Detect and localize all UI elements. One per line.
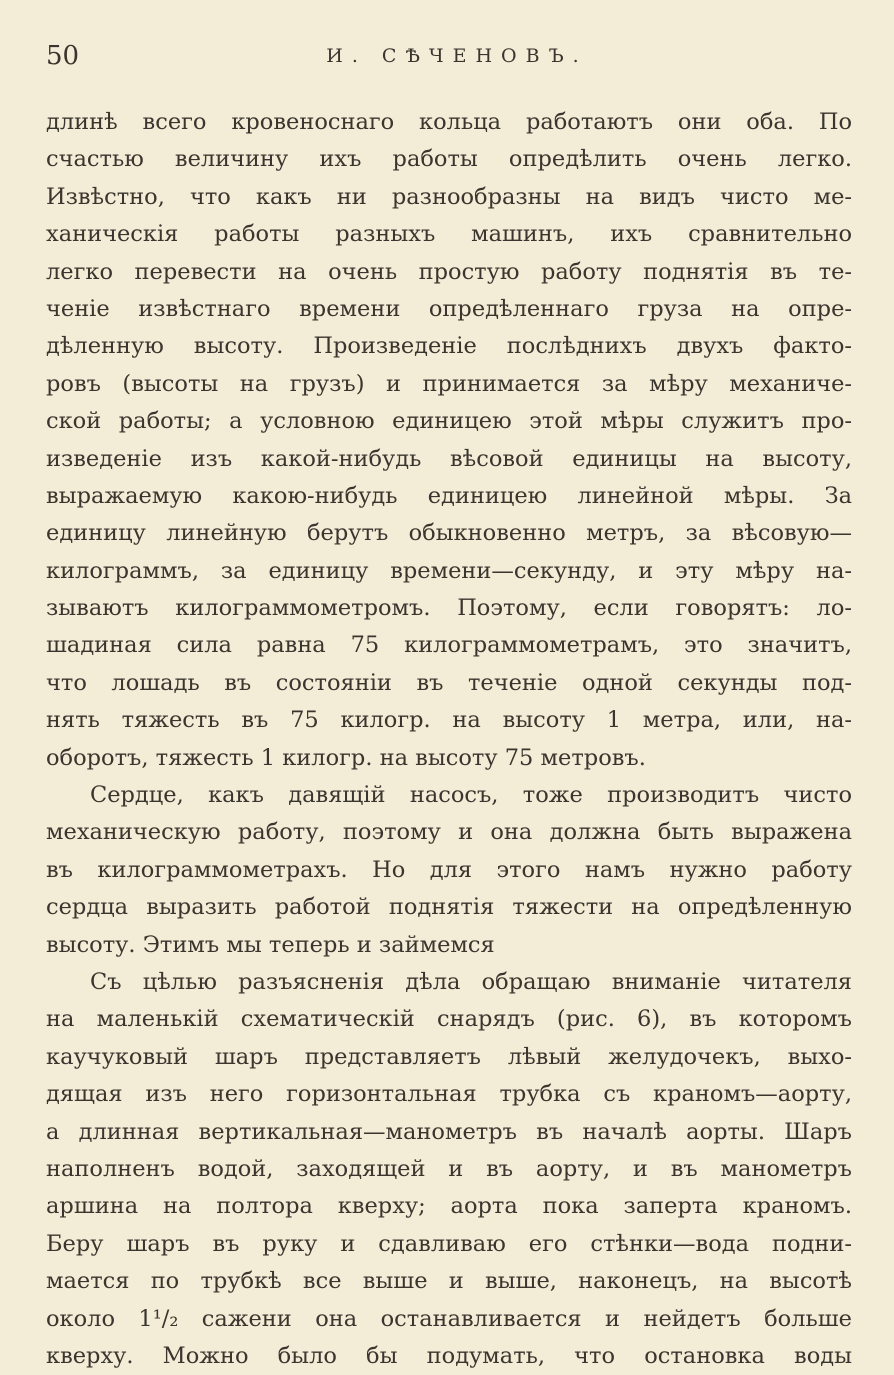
running-head-author: И. СѢЧЕНОВЪ. (326, 45, 588, 67)
text-line: Сердце, какъ давящій насосъ, тоже производитъ чисто (90, 782, 852, 809)
text-line: механическую работу, поэтому и она должна быть выражена (46, 819, 852, 846)
text-line: дящая изъ него горизонтальная трубка съ краномъ—аорту, (46, 1081, 852, 1108)
text-line: что лошадь въ состояніи въ теченіе одной секунды под- (46, 669, 852, 696)
text-line: длинѣ всего кровеноснаго кольца работаютъ они оба. По (46, 109, 852, 135)
text-line: аршина на полтора кверху; аорта пока заперта краномъ. (46, 1193, 852, 1220)
text-line: около 1¹/₂ сажени она останавливается и нейдетъ больше (46, 1305, 852, 1332)
text-line: счастью величину ихъ работы опредѣлить очень легко. (46, 146, 852, 173)
text-line: ханическія работы разныхъ машинъ, ихъ сравнительно (46, 221, 852, 248)
text-line: единицу линейную берутъ обыкновенно метръ, за вѣсовую— (46, 520, 852, 547)
text-line: выражаемую какою-нибудь единицею линейной мѣры. За (46, 482, 852, 509)
body-text (46, 104, 852, 1375)
text-line: кверху. Можно было бы подумать, что остановка воды (46, 1342, 852, 1369)
text-line: Извѣстно, что какъ ни разнообразны на видъ чисто ме- (46, 183, 852, 210)
text-line: ской работы; а условною единицею этой мѣры служитъ про- (46, 408, 852, 435)
text-line: сердца выразить работой поднятія тяжести на опредѣленную (46, 894, 852, 921)
text-line: высоту. Этимъ мы теперь и займемся (46, 931, 495, 958)
text-line: мается по трубкѣ все выше и выше, наконецъ, на высотѣ (46, 1268, 852, 1295)
text-line: въ килограммометрахъ. Но для этого намъ нужно работу (46, 856, 852, 883)
text-line: ченіе извѣстнаго времени опредѣленнаго груза на опре- (46, 295, 852, 322)
text-line: дѣленную высоту. Произведеніе послѣднихъ двухъ факто- (46, 333, 852, 360)
paragraph (46, 777, 852, 964)
text-line: легко перевести на очень простую работу поднятія въ те- (46, 258, 852, 285)
page-number: 50 (46, 41, 80, 71)
text-line: зываютъ килограммометромъ. Поэтому, если говорятъ: ло- (46, 595, 852, 622)
text-line: а длинная вертикальная—манометръ въ началѣ аорты. Шаръ (46, 1118, 852, 1145)
text-line: килограммъ, за единицу времени—секунду, и эту мѣру на- (46, 557, 852, 584)
running-head (46, 36, 848, 76)
text-line: каучуковый шаръ представляетъ лѣвый желудочекъ, выхо- (46, 1043, 852, 1070)
text-line: оборотъ, тяжесть 1 килогр. на высоту 75 метровъ. (46, 744, 646, 771)
text-line: Беру шаръ въ руку и сдавливаю его стѣнки—вода подни- (46, 1230, 852, 1257)
text-line: изведеніе изъ какой-нибудь вѣсовой единицы на высоту, (46, 445, 852, 472)
text-line: ровъ (высоты на грузъ) и принимается за мѣру механиче- (46, 370, 852, 397)
text-line: на маленькій схематическій снарядъ (рис. 6), въ которомъ (46, 1006, 852, 1033)
text-line: нять тяжесть въ 75 килогр. на высоту 1 метра, или, на- (46, 707, 852, 734)
text-line: наполненъ водой, заходящей и въ аорту, и въ манометръ (46, 1155, 852, 1182)
text-line: Съ цѣлью разъясненія дѣла обращаю вниманіе читателя (90, 968, 852, 995)
paragraph (46, 104, 852, 777)
text-line: шадиная сила равна 75 килограммометрамъ, это значитъ, (46, 632, 852, 659)
paragraph (46, 964, 852, 1375)
